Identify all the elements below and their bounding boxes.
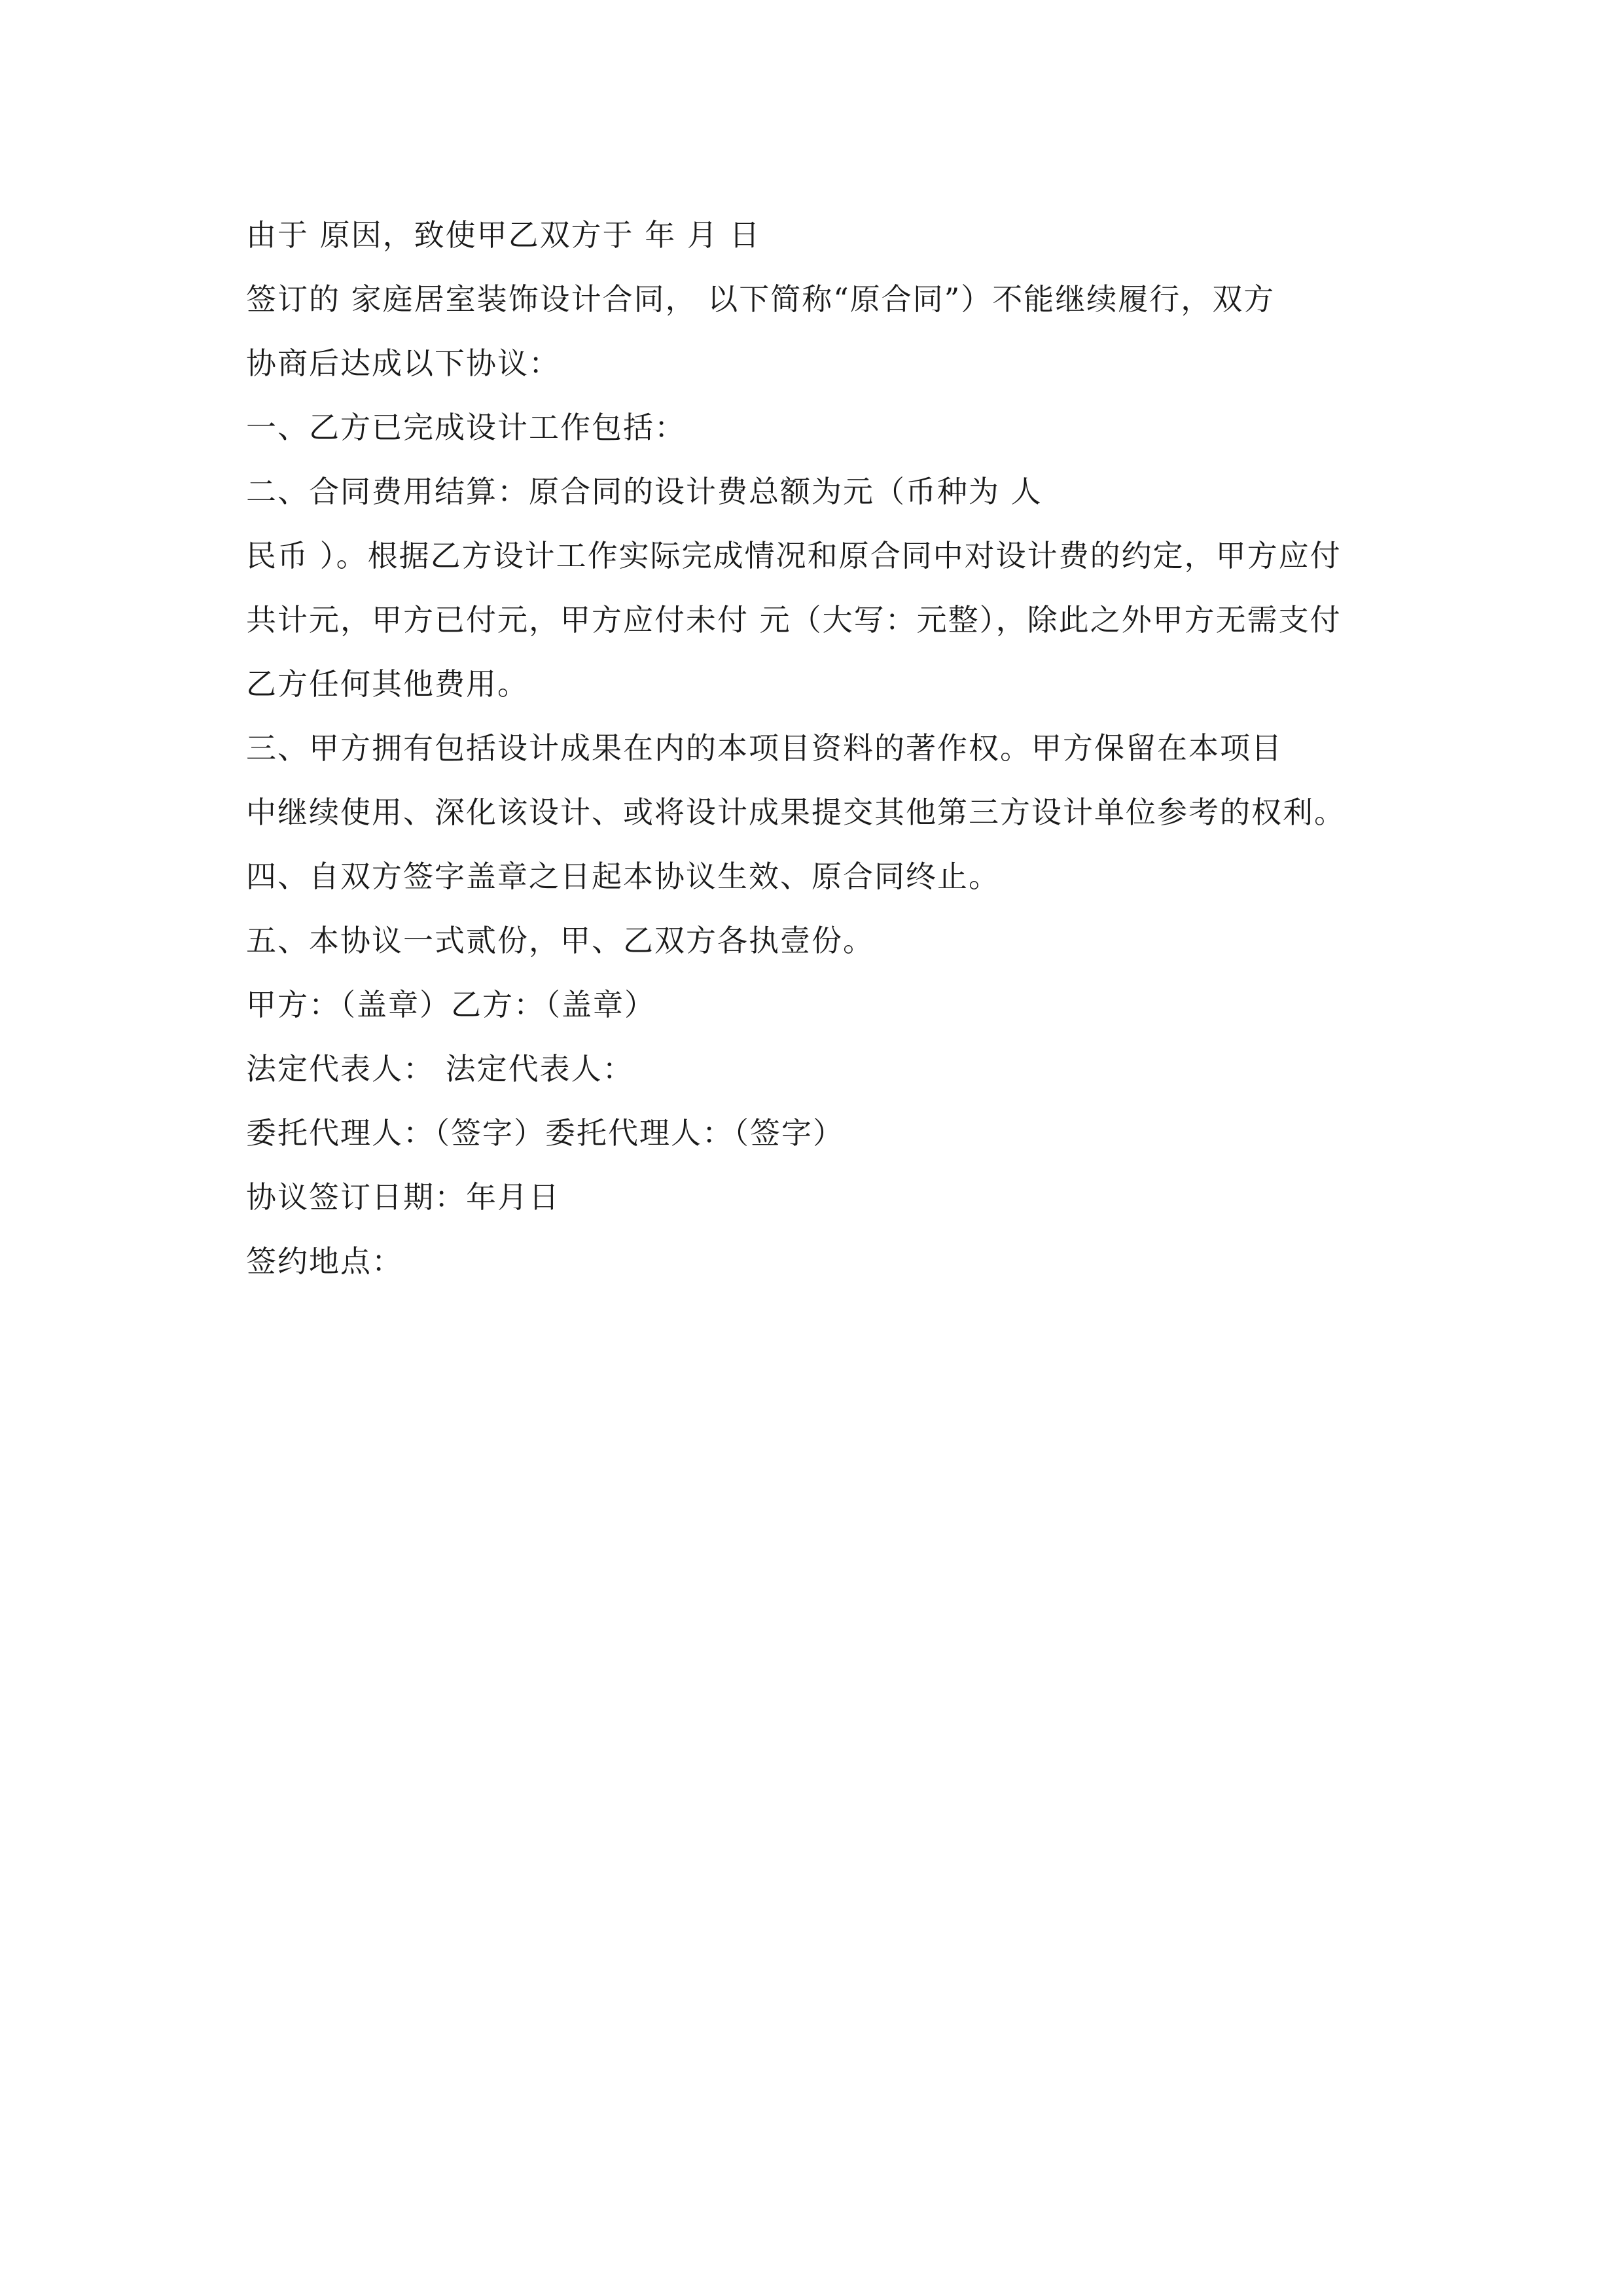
clause-4: 四、自双方签字盖章之日起本协议生效、原合同终止。 (246, 859, 1000, 894)
clause-5: 五、本协议一式贰份，甲、乙双方各执壹份。 (246, 923, 874, 958)
clause-2-cont: 民币 ）。根据乙方设计工作实际完成情况和原合同中对设计费的约定，甲方应付 (246, 538, 1342, 573)
agreement-body (246, 203, 1411, 1293)
clause-3: 三、甲方拥有包括设计成果在内的本项目资料的著作权。甲方保留在本项目 (246, 730, 1283, 766)
clause-2: 二、合同费用结算：原合同的设计费总额为元（币种为 人 (246, 474, 1043, 509)
paragraph-line: 协商后达成以下协议： (246, 346, 560, 381)
legal-representative-line: 法定代表人： 法定代表人： (246, 1051, 634, 1086)
signing-date-line: 协议签订日期：年月日 (246, 1179, 560, 1215)
signature-seal-line: 甲方：（盖章）乙方：（盖章） (246, 987, 656, 1022)
signing-location-line: 签约地点： (246, 1244, 403, 1279)
clause-1: 一、乙方已完成设计工作包括： (246, 410, 686, 445)
paragraph-line-intro: 由于 原因，致使甲乙双方于 年 月 日 (246, 217, 761, 253)
authorized-agent-line: 委托代理人：（签字）委托代理人：（签字） (246, 1115, 844, 1151)
clause-3-cont: 中继续使用、深化该设计、或将设计成果提交其他第三方设计单位参考的权利。 (246, 795, 1346, 830)
clause-2-cont: 共计元，甲方已付元，甲方应付未付 元（大写：元整），除此之外甲方无需支付 (246, 602, 1342, 637)
paragraph-line: 签订的 家庭居室装饰设计合同， 以下简称“原合同”）不能继续履行，双方 (246, 281, 1275, 317)
clause-2-cont: 乙方任何其他费用。 (246, 666, 529, 702)
